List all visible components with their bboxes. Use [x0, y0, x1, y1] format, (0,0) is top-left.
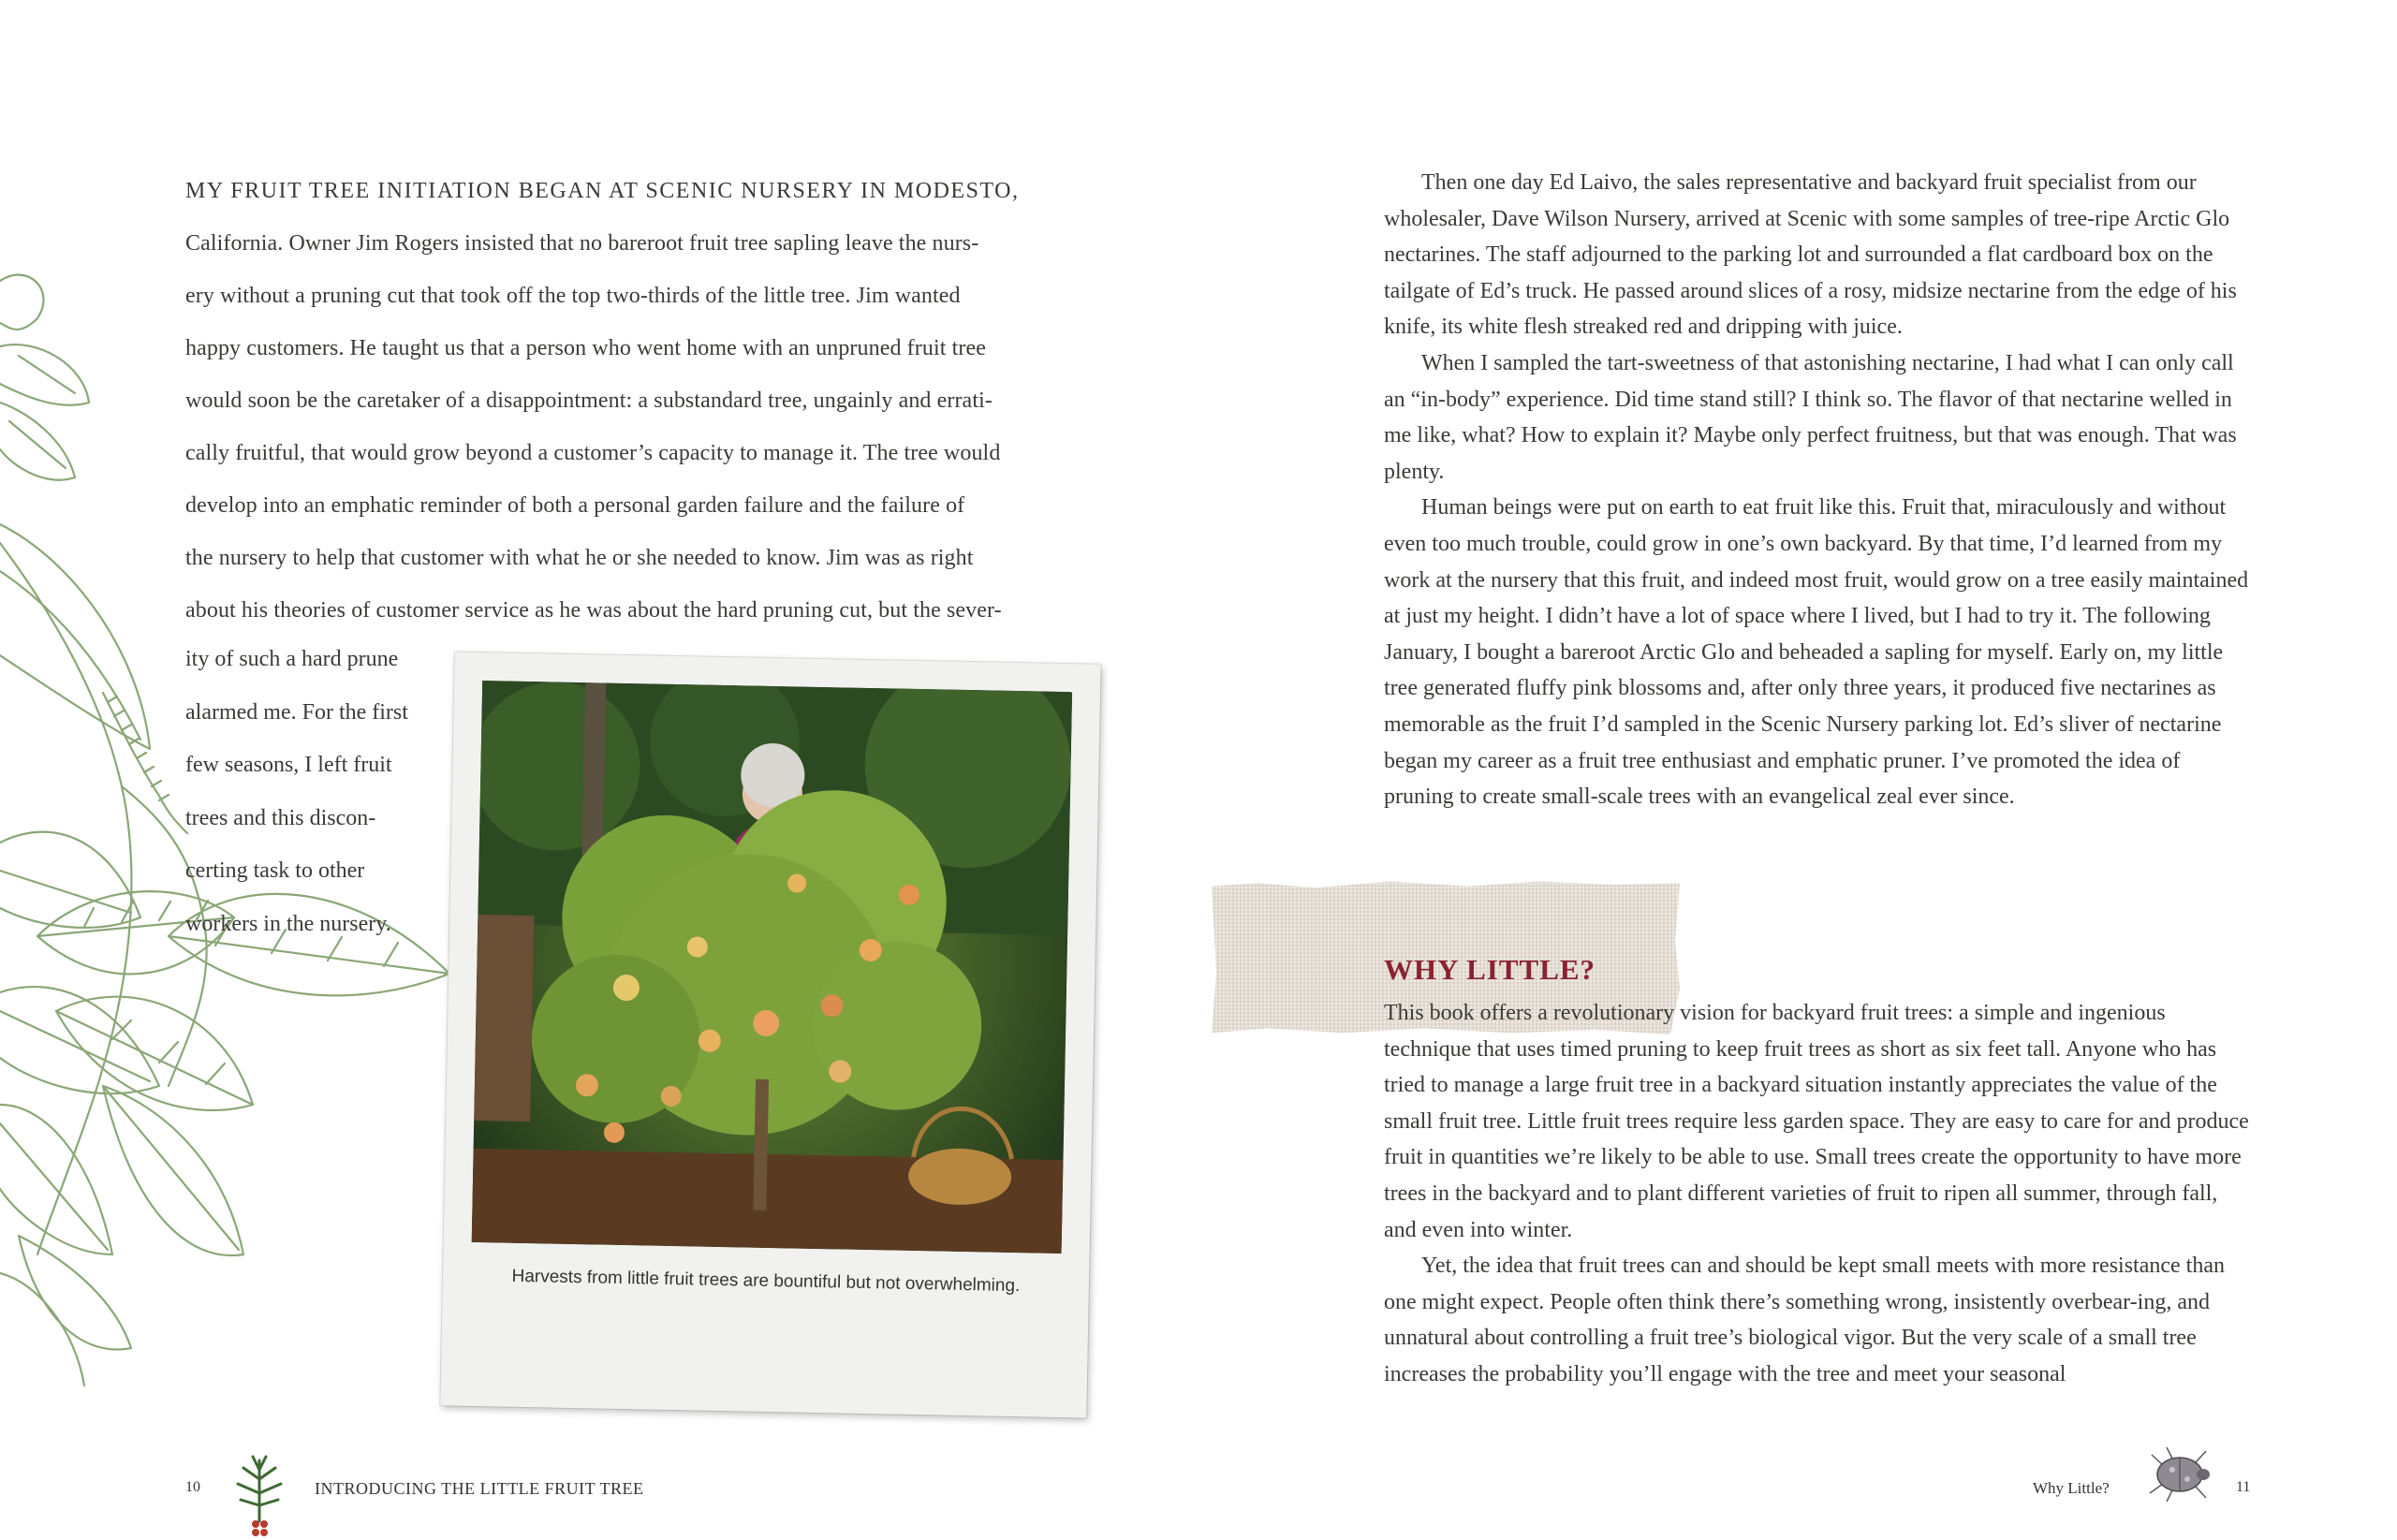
body-paragraph: Then one day Ed Laivo, the sales representative and backyard fruit specialist from our wholesaler, Dave Wilson Nursery, arrived at Scenic with some samples of tree-ripe Arctic Glo nectarines. The staff adjourned to the parking lot and surrounded a flat cardboard box on the tailgate of Ed’s truck. He passed around slices of a rosy, midsize nectarine from the edge of his knife, its white flesh streaked red and dripping with juice.: [1384, 170, 2237, 340]
right-page-body-bottom: [1384, 995, 2249, 1393]
running-head-left: INTRODUCING THE LITTLE FRUIT TREE: [315, 1479, 644, 1498]
body-line: ity of such a hard prune: [185, 647, 399, 671]
body-line: few seasons, I left fruit: [185, 753, 392, 777]
body-line: develop into an emphatic reminder of both a personal garden failure and the failure of: [185, 493, 965, 518]
body-line: certing task to other: [185, 858, 365, 883]
sprig-with-berries-icon: [227, 1451, 292, 1540]
body-line: MY FRUIT TREE INITIATION BEGAN AT SCENIC NURSERY IN MODESTO,: [185, 179, 1020, 203]
page-number-right: 11: [2236, 1479, 2251, 1495]
body-paragraph: This book offers a revolutionary vision for backyard fruit trees: a simple and ingenious technique that uses timed pruning to keep fruit trees as short as six feet tall. Anyone who has tried to manage a large fruit tree in a backyard situation instantly appreciates the value of the small fruit tree. Little fruit trees require less garden space. They are easy to care for and produce fruit in quantities we’re likely to be able to use. Small trees create the opportunity to have more trees in the backyard and to plant different varieties of fruit to ripen all summer, through fall, and even into winter.: [1384, 1001, 2249, 1242]
body-line: California. Owner Jim Rogers insisted that no bareroot fruit tree sapling leave the nurs-: [185, 231, 979, 256]
body-paragraph: When I sampled the tart-sweetness of that astonishing nectarine, I had what I can only call an “in-body” experience. Did time stand still? I think so. The flavor of that nectarine welled in me like, what? How to explain it? Maybe only perfect fruitness, but that was enough. That was plenty.: [1384, 350, 2237, 484]
body-line: ery without a pruning cut that took off the top two-thirds of the little tree. Jim wanted: [185, 284, 961, 308]
polaroid-photo-frame: [440, 652, 1100, 1417]
body-line: cally fruitful, that would grow beyond a customer’s capacity to manage it. The tree would: [185, 441, 1001, 465]
body-paragraph: Human beings were put on earth to eat fruit like this. Fruit that, miraculously and without even too much trouble, could grow in one’s own backyard. By that time, I’d learned from my work at the nursery that this fruit, and indeed most fruit, would grow on a tree easily maintained at just my height. I didn’t have a lot of space where I lived, but I had to try it. The following January, I bought a bareroot Arctic Glo and beheaded a sapling for myself. Early on, my little tree generated fluffy pink blossoms and, after only three years, it produced five nectarines as memorable as the fruit I’d sampled in the Scenic Nursery parking lot. Ed’s sliver of nectarine began my career as a fruit tree enthusiast and emphatic pruner. I’ve promoted the idea of pruning to create small-scale trees with an evangelical zeal ever since.: [1384, 495, 2249, 810]
photo-caption: Harvests from little fruit trees are bountiful but not overwhelming.: [511, 1266, 1021, 1297]
body-line: would soon be the caretaker of a disappointment: a substandard tree, ungainly and errati-: [185, 389, 993, 413]
body-line: about his theories of customer service as he was about the hard pruning cut, but the sever-: [185, 598, 1002, 623]
right-page-body-top: [1384, 165, 2249, 815]
section-heading: WHY LITTLE?: [1384, 953, 1596, 986]
photo-woman-pruning-apple-tree: [472, 681, 1072, 1254]
page-number-left: 10: [185, 1479, 200, 1495]
body-line: workers in the nursery.: [185, 911, 391, 936]
body-paragraph: Yet, the idea that fruit trees can and should be kept small meets with more resistance than one might expect. People often think there’s something wrong, insistently overbear-ing, and unnatural about controlling a fruit tree’s biological vigor. But the very scale of a small tree increases the probability you’ll engage with the tree and meet your seasonal: [1384, 1254, 2225, 1386]
body-line: happy customers. He taught us that a person who went home with an unpruned fruit tree: [185, 336, 986, 360]
body-line: the nursery to help that customer with what he or she needed to know. Jim was as right: [185, 546, 974, 570]
running-head-right: Why Little?: [2033, 1479, 2110, 1497]
body-line: trees and this discon-: [185, 805, 376, 830]
body-line: alarmed me. For the first: [185, 699, 408, 725]
left-page-body-narrow: [185, 633, 448, 950]
beetle-icon: [2144, 1442, 2219, 1507]
left-page-body-wide: [185, 165, 1066, 637]
